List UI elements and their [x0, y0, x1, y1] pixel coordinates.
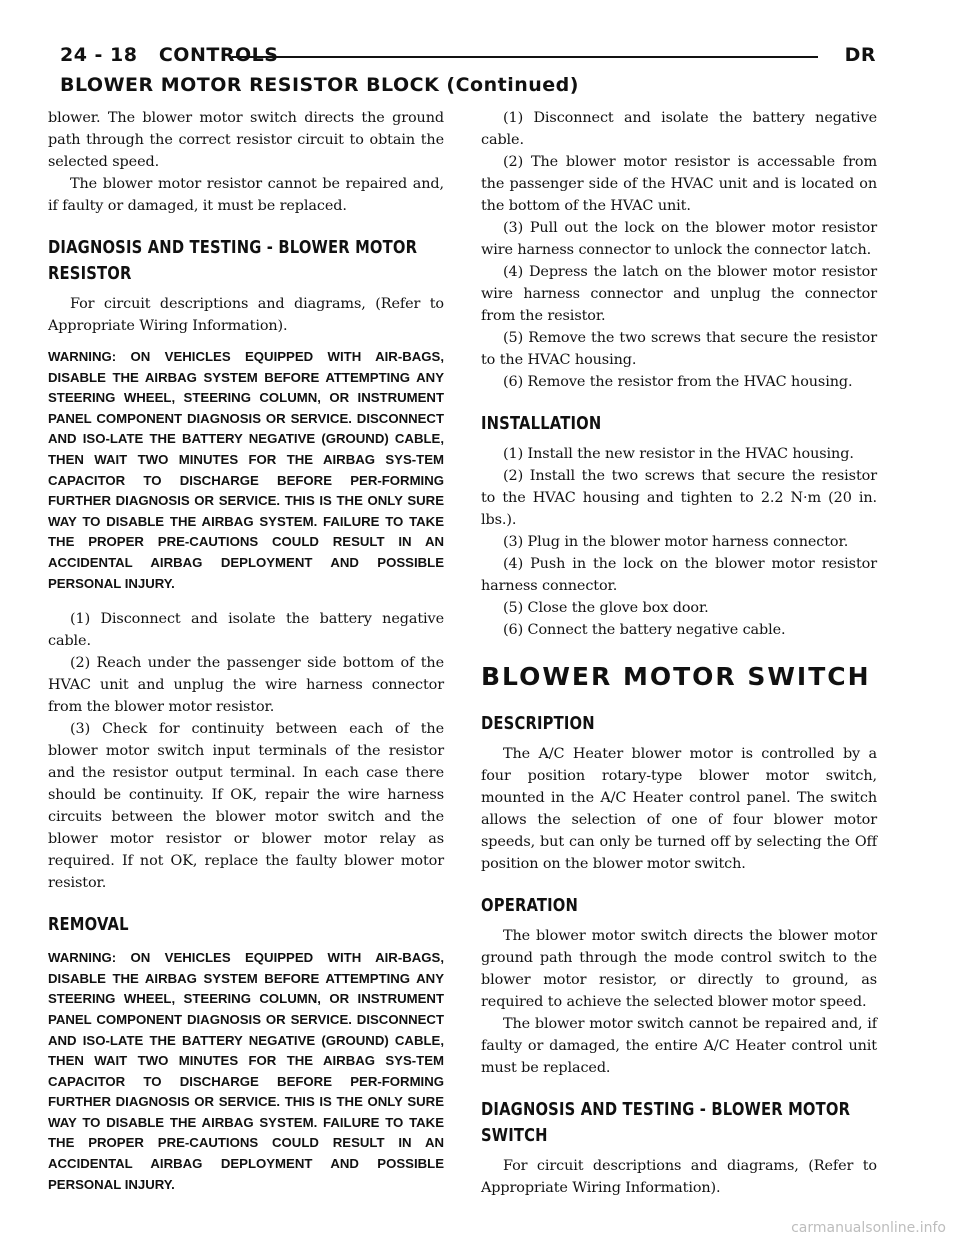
- header-rule: [232, 56, 818, 58]
- switch-diagnosis-reference: For circuit descriptions and diagrams, (Refer to Appropriate Wiring Information).: [481, 1158, 877, 1196]
- page-header: [60, 44, 876, 72]
- install-step-6: (6) Connect the battery negative cable.: [503, 622, 786, 638]
- installation-heading: INSTALLATION: [481, 413, 602, 434]
- right-column: [481, 107, 877, 1199]
- intro-paragraph-2: The blower motor resistor cannot be repaired and, if faulty or damaged, it must be replaced.: [48, 176, 444, 214]
- install-step-3: (3) Plug in the blower motor harness connector.: [503, 534, 849, 550]
- description-paragraph: The A/C Heater blower motor is controlled by a four position rotary-type blower motor switch, mounted in the A/C Heater control panel. The switch allows the selection of one of four blower motor speeds, but can only be turned off by selecting the Off position on the blower motor switch.: [481, 746, 877, 872]
- diagnosis-step-2: (2) Reach under the passenger side bottom of the HVAC unit and unplug the wire harness connector from the blower motor resistor.: [48, 655, 444, 716]
- removal-step-6: (6) Remove the resistor from the HVAC housing.: [503, 374, 853, 390]
- operation-paragraph-1: The blower motor switch directs the blower motor ground path through the mode control switch to the blower motor resistor, or directly to ground, as required to achieve the selected blower motor speed.: [481, 928, 877, 1010]
- diagnosis-heading: DIAGNOSIS AND TESTING - BLOWER MOTOR RESISTOR: [48, 237, 418, 284]
- continued-title: BLOWER MOTOR RESISTOR BLOCK (Continued): [60, 74, 579, 96]
- switch-diagnosis-heading: DIAGNOSIS AND TESTING - BLOWER MOTOR SWITCH: [481, 1099, 851, 1146]
- removal-step-4: (4) Depress the latch on the blower motor resistor wire harness connector and unplug the connector from the resistor.: [481, 264, 877, 324]
- watermark: carmanualsonline.info: [791, 1220, 946, 1236]
- install-step-1: (1) Install the new resistor in the HVAC housing.: [503, 446, 854, 462]
- left-column: [48, 107, 444, 1209]
- airbag-warning-1: WARNING: ON VEHICLES EQUIPPED WITH AIR-BAGS, DISABLE THE AIRBAG SYSTEM BEFORE ATTEMPTING ANY STEERING WHEEL, STEERING COLUMN, OR INSTRUMENT PANEL COMPONENT DIAGNOSIS OR SERVICE. DISCONNECT AND ISO-LATE THE BATTERY NEGATIVE (GROUND) CABLE, THEN WAIT TWO MINUTES FOR THE AIRBAG SYS-TEM CAPACITOR TO DISCHARGE BEFORE PER-FORMING FURTHER DIAGNOSIS OR SERVICE. THIS IS THE ONLY SURE WAY TO DISABLE THE AIRBAG SYSTEM. FAILURE TO TAKE THE PROPER PRE-CAUTIONS COULD RESULT IN AN ACCIDENTAL AIRBAG DEPLOYMENT AND POSSIBLE PERSONAL INJURY.: [48, 349, 444, 591]
- removal-step-3: (3) Pull out the lock on the blower motor resistor wire harness connector to unlock the connector latch.: [481, 220, 877, 258]
- page-number: 24 - 18: [60, 44, 138, 66]
- removal-step-2: (2) The blower motor resistor is accessable from the passenger side of the HVAC unit and is located on the bottom of the HVAC unit.: [481, 154, 877, 214]
- operation-paragraph-2: The blower motor switch cannot be repaired and, if faulty or damaged, the entire A/C Heater control unit must be replaced.: [481, 1016, 877, 1076]
- switch-section-title: BLOWER MOTOR SWITCH: [481, 662, 871, 691]
- removal-step-5: (5) Remove the two screws that secure the resistor to the HVAC housing.: [481, 330, 877, 368]
- diagnosis-step-3: (3) Check for continuity between each of the blower motor switch input terminals of the resistor and the resistor output terminal. In each case there should be continuity. If OK, repair the wire harness circuits between the blower motor switch and the blower motor resistor or blower motor relay as required. If not OK, replace the faulty blower motor resistor.: [48, 721, 444, 892]
- removal-step-1: (1) Disconnect and isolate the battery negative cable.: [481, 110, 877, 148]
- install-step-2: (2) Install the two screws that secure the resistor to the HVAC housing and tighten to 2.2 N·m (20 in. lbs.).: [481, 468, 877, 528]
- install-step-5: (5) Close the glove box door.: [503, 600, 709, 616]
- diagnosis-reference: For circuit descriptions and diagrams, (Refer to Appropriate Wiring Information).: [48, 296, 444, 334]
- model-code: DR: [844, 44, 876, 66]
- operation-heading: OPERATION: [481, 895, 579, 916]
- intro-paragraph-1: blower. The blower motor switch directs the ground path through the correct resistor circuit to obtain the selected speed.: [48, 110, 444, 170]
- section-name: CONTROLS: [158, 44, 279, 66]
- airbag-warning-2: WARNING: ON VEHICLES EQUIPPED WITH AIR-BAGS, DISABLE THE AIRBAG SYSTEM BEFORE ATTEMPTING ANY STEERING WHEEL, STEERING COLUMN, OR INSTRUMENT PANEL COMPONENT DIAGNOSIS OR SERVICE. DISCONNECT AND ISO-LATE THE BATTERY NEGATIVE (GROUND) CABLE, THEN WAIT TWO MINUTES FOR THE AIRBAG SYS-TEM CAPACITOR TO DISCHARGE BEFORE PER-FORMING FURTHER DIAGNOSIS OR SERVICE. THIS IS THE ONLY SURE WAY TO DISABLE THE AIRBAG SYSTEM. FAILURE TO TAKE THE PROPER PRE-CAUTIONS COULD RESULT IN AN ACCIDENTAL AIRBAG DEPLOYMENT AND POSSIBLE PERSONAL INJURY.: [48, 950, 444, 1192]
- removal-heading: REMOVAL: [48, 914, 129, 936]
- install-step-4: (4) Push in the lock on the blower motor resistor harness connector.: [481, 556, 877, 594]
- diagnosis-step-1: (1) Disconnect and isolate the battery negative cable.: [48, 611, 444, 650]
- description-heading: DESCRIPTION: [481, 713, 595, 734]
- header-left: [60, 44, 278, 66]
